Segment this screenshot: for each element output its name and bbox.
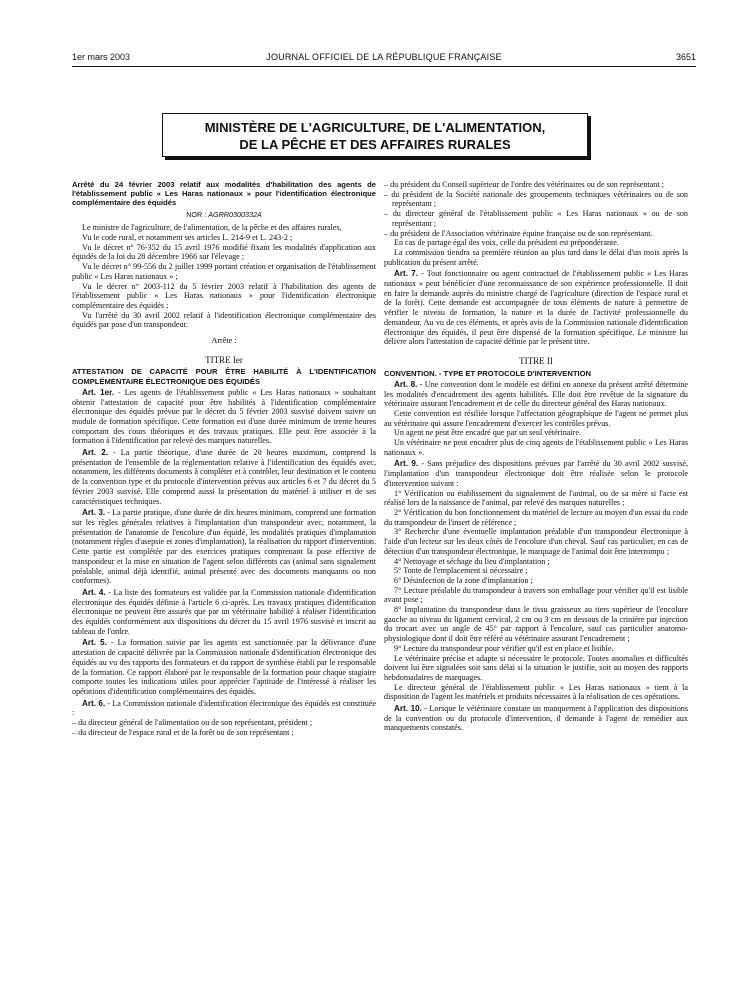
titre-1: TITRE Ier — [205, 354, 243, 365]
nor-reference: NOR : AGRR0300332A — [186, 209, 262, 219]
article-5: Art. 5. - La formation suivie par les agents est sanctionnée par la délivrance d'une attestation de capacité délivrée par la Commission nationale d'identification électronique des équidés au vu des rapports des formateurs et du rapport de synthèse établi par le responsable de la formation. Ce rapport élaboré par le responsable de la formation pour chaque stagiaire comporte toutes les indications utiles pour apprécier l'aptitude de l'intéressé à réaliser les opérations d'identification complémentaires des équidés. — [72, 638, 376, 696]
ministry-line-1: MINISTÈRE DE L'AGRICULTURE, DE L'ALIMENTATION, — [204, 120, 546, 135]
paragraph: Un agent ne peut être encadré que par un seul vétérinaire. — [394, 428, 582, 438]
list-item: 6° Désinfection de la zone d'implantation ; — [394, 575, 533, 585]
list-item: – du directeur général de l'alimentation ou de son représentant, président ; — [72, 718, 313, 728]
page-number: 3651 — [675, 52, 696, 62]
titre-2-heading: CONVENTION. - TYPE ET PROTOCOLE D'INTERVENTION — [384, 368, 591, 378]
paragraph: Le vétérinaire précise et adapte si nécessaire le protocole. Toutes anomalies et difficultés doivent lui être signalées soit sans délai si la situation le justifie, soit au moyen des rapports hebdomadaires de marquages. — [384, 653, 688, 682]
list-item: 8° Implantation du transpondeur dans le tissu graisseux au tiers supérieur de l'encolure gauche au niveau du ligament cervical, 2 cm ou 3 cm en dessous de la crinière par injection du trocart avec un angle de 45° par rapport à l'encolure, sauf cas particulier anatomo-physiologique dont il doit être référé au vétérinaire assurant l'encadrement ; — [384, 605, 688, 644]
header-date: 1er mars 2003 — [72, 52, 131, 62]
paragraph: Vu le décret n° 99-556 du 2 juillet 1999 portant création et organisation de l'établissement public « Les Haras nationaux » ; — [72, 262, 376, 281]
paragraph: Le directeur général de l'établissement public « Les Haras nationaux » tient à la disposition de l'agent les matériels et produits nécessaires à la réalisation de ces opérations. — [384, 682, 688, 702]
paragraph: Un vétérinaire ne peut encadrer plus de cinq agents de l'établissement public « Les Haras nationaux ». — [384, 438, 688, 457]
paragraph: Vu l'arrêté du 30 avril 2002 relatif à l'identification électronique complémentaire des équidés par pose d'un transpondeur. — [72, 310, 376, 330]
list-item: – du directeur général de l'établissement public « Les Haras nationaux » ou de son représentant ; — [384, 209, 688, 228]
list-item: 1° Vérification ou établissement du signalement de l'animal, ou de sa mère si l'acte est réalisé lors de la naissance de l'animal, par relevé des marques naturelles ; — [384, 488, 688, 508]
article-4: Art. 4. - La liste des formateurs est validée par la Commission nationale d'identification électronique des équidés définie à l'article 6 ci-après. Les travaux pratiques d'identification électronique ne peuvent être assurés que par un vétérinaire habilité à réaliser l'identification des équidés conformément aux dispositions du décret du 15 avril 1976 susvisé et inscrit au tableau de l'ordre. — [72, 587, 376, 636]
paragraph: En cas de partage égal des voix, celle du président est prépondérante. — [394, 238, 619, 248]
list-item: – du président de la Société nationale des groupements techniques vétérinaires ou de son représentant ; — [384, 189, 688, 209]
journal-title: JOURNAL OFFICIEL DE LA RÉPUBLIQUE FRANÇAISE — [266, 52, 502, 62]
list-item: 4° Nettoyage et séchage du lieu d'implantation ; — [394, 556, 550, 566]
decree-title: Arrêté du 24 février 2003 relatif aux modalités d'habilitation des agents de l'établissement public « Les Haras nationaux » pour l'identification électronique complémentaire des équidés — [72, 180, 376, 208]
paragraph: Vu le code rural, et notamment ses articles L. 214-9 et L. 243-2 ; — [82, 233, 293, 243]
article-2: Art. 2. - La partie théorique, d'une durée de 20 heures maximum, comprend la présentation de l'ensemble de la réglementation relative à l'identification des équidés avec, notamment, les différents documents à compléter et à contrôler, leur destination et le contenu de la convention type et du protocole d'intervention prévus aux articles 6 et 7 du décret du 5 février 2003 susvisé. Elle comprend aussi la présentation du matériel à utiliser et de ses caractéristiques techniques. — [72, 448, 377, 506]
article-9: Art. 9. - Sans préjudice des dispositions prévues par l'arrêté du 30 avril 2002 susvisé, l'implantation d'un transpondeur électronique doit être réalisée selon le protocole d'intervention suivant : — [384, 459, 689, 488]
article-8: Art. 8. - Une convention dont le modèle est défini en annexe du présent arrêté détermine les modalités d'encadrement des agents habilités. Elle doit être revêtue de la signature du vétérinaire assurant l'encadrement et de celle du directeur général des Haras nationaux. — [384, 379, 688, 409]
header-rule — [72, 66, 696, 67]
article-10: Art. 10. - Lorsque le vétérinaire constate un manquement à l'application des dispositions de la convention ou du protocole d'intervention, il demande à l'agent de remédier aux manquements constatés. — [384, 704, 688, 733]
list-item: 5° Tonte de l'emplacement si nécessaire ; — [394, 566, 528, 576]
paragraph: Cette convention est résiliée lorsque l'affectation géographique de l'agent ne permet plus au vétérinaire qui assure l'encadrement d'exercer les contrôles prévus. — [384, 408, 688, 428]
article-3: Art. 3. - La partie pratique, d'une durée de dix heures minimum, comprend une formation sur les règles générales relatives à l'implantation d'un transpondeur avec, notamment, la présentation de l'anatomie de l'encolure d'un équidé, les modalités pratiques d'implantation (notamment règles d'asepsie et zones d'implantation), la réalisation du rapport d'intervention. Cette partie est complétée par des exercices pratiques comprenant la pose effective de transpondeur et la mise en situation de l'agent selon différents cas (animal sans signalement préalable, animal déjà identifié, animal présenté avec des documents manquants ou non conformes). — [72, 508, 376, 586]
titre-1-heading: ATTESTATION DE CAPACITÉ POUR ÊTRE HABILITÉ À L'IDENTIFICATION COMPLÉMENTAIRE ÉLECTRONIQUE DES ÉQUIDÉS — [72, 367, 376, 386]
arrete-label: Arrête : — [211, 336, 237, 346]
titre-2: TITRE II — [519, 355, 553, 366]
list-item: 2° Vérification du bon fonctionnement du matériel de lecture au moyen d'un essai du code du transpondeur de l'insert de référence ; — [384, 508, 688, 527]
list-item: – du président du Conseil supérieur de l'ordre des vétérinaires ou de son représentant ; — [384, 180, 664, 189]
list-item: 9° Lecture du transpondeur pour vérifier qu'il est en place et lisible. — [394, 643, 614, 653]
left-column — [72, 180, 376, 737]
ministry-box — [162, 113, 588, 157]
paragraph: Vu le décret n° 76-352 du 15 avril 1976 modifié fixant les modalités d'application aux équidés de la loi du 28 décembre 1966 sur l'élevage ; — [72, 242, 376, 262]
right-column — [384, 180, 688, 733]
article-1: Art. 1er. - Les agents de l'établissement public « Les Haras nationaux » souhaitant obtenir l'attestation de capacité pour être habilités à l'identification complémentaire électronique des équidés prévue par le décret du 5 février 2003 susvisé doivent suivre un module de formation spécifique. Cette formation est d'une durée minimum de trente heures comportant des cours théoriques et des travaux pratiques. Elle peut être associée à la formation à l'identification par relevé des marques naturelles. — [72, 387, 376, 446]
paragraph: La commission tiendra sa première réunion au plus tard dans le délai d'un mois après la publication du présent arrêté. — [384, 247, 688, 267]
article-6: Art. 6. - La Commission nationale d'identification électronique des équidés est constituée : — [72, 698, 376, 718]
list-item: 3° Recherche d'une éventuelle implantation préalable d'un transpondeur électronique à l'aide d'un lecteur sur les deux côtés de l'encolure d'un cheval. Sauf cas particulier, en cas de détection d'un transpondeur électronique, le marquage de l'animal doit être interrompu ; — [384, 527, 688, 556]
ministry-line-2: DE LA PÊCHE ET DES AFFAIRES RURALES — [239, 137, 511, 152]
list-item: – du directeur de l'espace rural et de la forêt ou de son représentant ; — [72, 727, 294, 737]
list-item: 7° Lecture préalable du transpondeur à travers son emballage pour vérifier qu'il est lisible avant pose ; — [384, 585, 688, 605]
paragraph: Le ministre de l'agriculture, de l'alimentation, de la pêche et des affaires rurales, — [82, 223, 342, 233]
list-item: – du président de l'Association vétérinaire équine française ou de son représentant. — [384, 228, 653, 238]
page-header — [72, 52, 696, 66]
article-7: Art. 7. - Tout fonctionnaire ou agent contractuel de l'établissement public « Les Haras nationaux » peut bénéficier d'une reconnaissance de son expérience professionnelle. Il doit en faire la demande auprès du ministre chargé de l'agriculture (direction de l'espace rural et de la forêt). Cette demande est accompagnée de tous éléments de nature à permettre de vérifier le niveau de formation, la nature et la durée de l'activité professionnelle du demandeur. Au vu de ces éléments, et après avis de la Commission nationale d'identification électronique des équidés, il peut être dispensé de la formation spécifique. Le ministre lui délivre alors l'attestation de capacité définie par le présent titre. — [384, 269, 688, 347]
paragraph: Vu le décret n° 2003-112 du 5 février 2003 relatif à l'habilitation des agents de l'établissement public « Les Haras nationaux » pour l'identification électronique complémentaire des équidés ; — [72, 281, 376, 310]
